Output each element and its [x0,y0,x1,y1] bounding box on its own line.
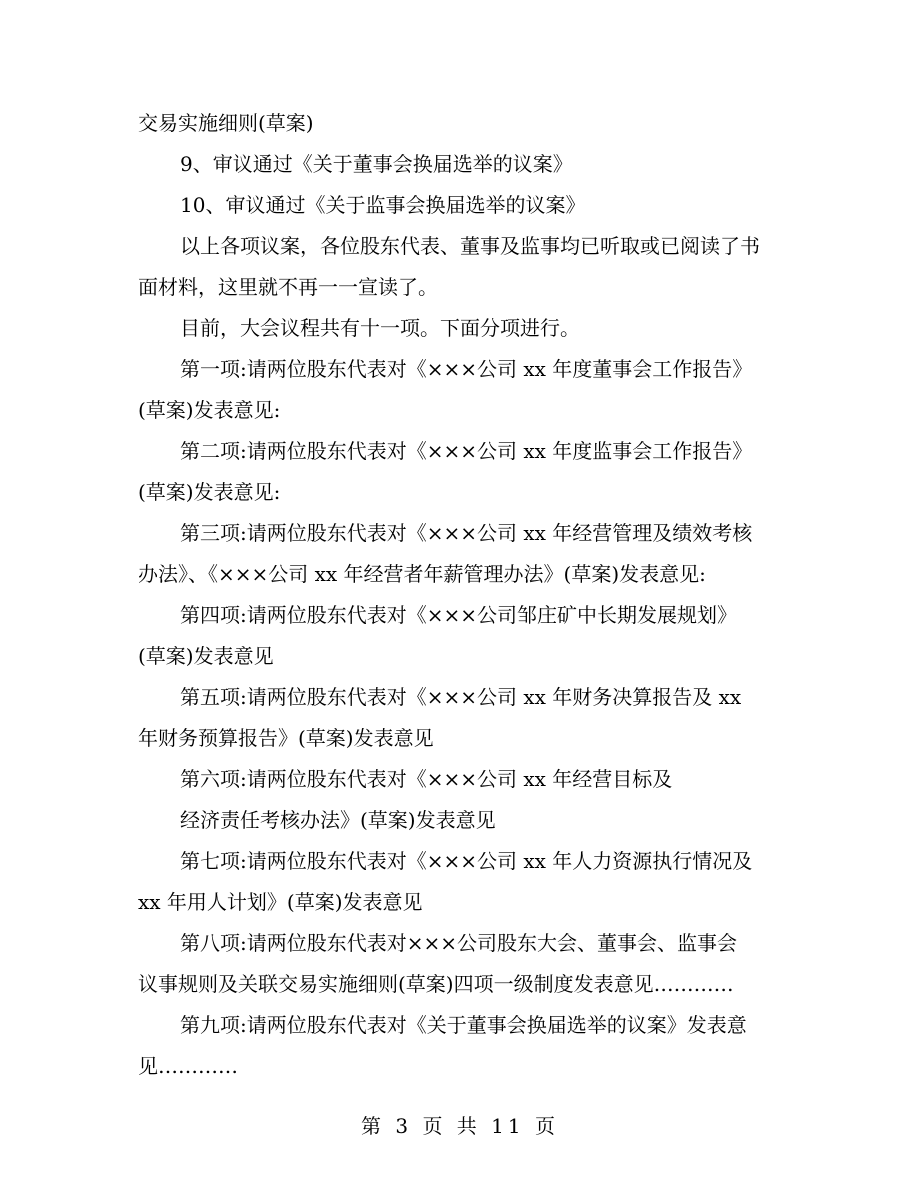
text-line: 10、审议通过《关于监事会换届选举的议案》 [180,193,586,217]
document-body [138,103,788,1087]
text-line: 以上各项议案，各位股东代表、董事及监事均已听取或已阅读了书 [180,234,760,258]
text-line: 第五项:请两位股东代表对《×××公司 xx 年财务决算报告及 xx [180,685,742,709]
text-line: 议事规则及关联交易实施细则(草案)四项一级制度发表意见………… [138,972,734,996]
text-line: 交易实施细则(草案) [138,111,314,135]
text-line: 第二项:请两位股东代表对《×××公司 xx 年度监事会工作报告》 [180,439,753,463]
text-line: (草案)发表意见: [138,480,281,504]
text-line: xx 年用人计划》(草案)发表意见 [138,890,423,914]
text-line: 目前，大会议程共有十一项。下面分项进行。 [180,316,580,340]
page-number-footer: 第 3 页 共 11 页 [361,1114,559,1138]
text-line: 经济责任考核办法》(草案)发表意见 [180,808,496,832]
text-line: (草案)发表意见 [138,644,274,668]
text-line: 第一项:请两位股东代表对《×××公司 xx 年度董事会工作报告》 [180,357,753,381]
text-line: 第七项:请两位股东代表对《×××公司 xx 年人力资源执行情况及 [180,849,753,873]
text-line: 办法》、《×××公司 xx 年经营者年薪管理办法》(草案)发表意见: [138,562,706,586]
text-line: (草案)发表意见: [138,398,281,422]
text-line: 9、审议通过《关于董事会换届选举的议案》 [180,152,573,176]
text-line: 第六项:请两位股东代表对《×××公司 xx 年经营目标及 [180,767,673,791]
text-line: 第三项:请两位股东代表对《×××公司 xx 年经营管理及绩效考核 [180,521,753,545]
text-line: 面材料，这里就不再一一宣读了。 [138,275,438,299]
text-line: 第四项:请两位股东代表对《×××公司邹庄矿中长期发展规划》 [180,603,738,627]
text-line: 第八项:请两位股东代表对×××公司股东大会、董事会、监事会 [180,931,738,955]
text-line: 见………… [138,1054,238,1078]
text-line: 第九项:请两位股东代表对《关于董事会换届选举的议案》发表意 [180,1013,747,1037]
text-line: 年财务预算报告》(草案)发表意见 [138,726,434,750]
